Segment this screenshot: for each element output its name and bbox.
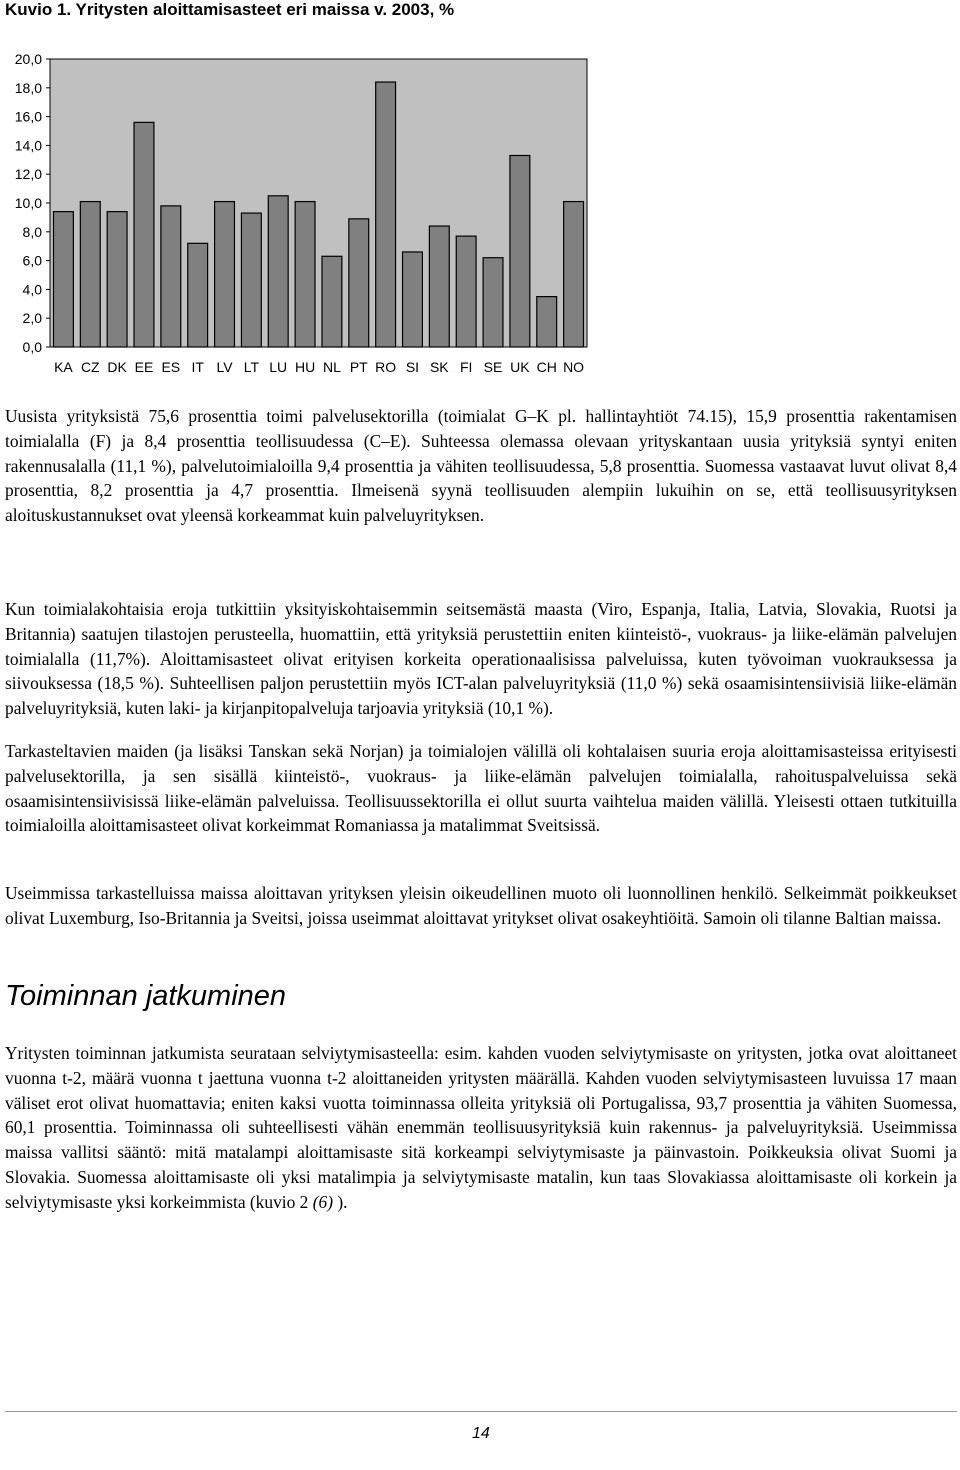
x-category-label: HU <box>294 359 316 375</box>
y-tick-label: 0,0 <box>22 339 42 355</box>
x-category-label: KA <box>54 359 73 375</box>
y-tick-label: 8,0 <box>22 223 42 240</box>
x-category-label: NO <box>563 359 585 375</box>
section-heading: Toiminnan jatkuminen <box>5 980 287 1012</box>
bar <box>456 236 476 347</box>
x-category-label: LT <box>243 359 260 375</box>
bar <box>134 122 154 347</box>
bar <box>429 226 449 347</box>
figure-title: Kuvio 1. Yritysten aloittamisasteet eri maissa v. 2003, % <box>5 0 455 19</box>
bar <box>215 202 235 347</box>
bar <box>349 219 369 347</box>
footer-divider <box>5 1411 957 1412</box>
y-tick-label: 4,0 <box>22 281 42 298</box>
x-category-label: FI <box>459 359 473 375</box>
x-category-label: CZ <box>80 359 100 375</box>
x-category-label: UK <box>510 359 530 375</box>
x-category-label: LU <box>269 359 288 375</box>
bar <box>295 202 315 347</box>
bar <box>161 206 181 347</box>
x-category-label: EE <box>134 359 154 375</box>
paragraph-5 <box>5 1041 957 1215</box>
bar <box>564 202 584 347</box>
plot-area <box>50 59 587 347</box>
y-tick-label: 6,0 <box>22 252 42 269</box>
bar <box>53 212 73 347</box>
paragraph-5-end: ). <box>332 1191 348 1212</box>
paragraph-5-text: Yritysten toiminnan jatkumista seurataan selviytymisasteella: esim. kahden vuoden selviytymisaste on yritysten, jotka ovat aloittaneet vuonna t-2, määrä vuonna t jaettuna vuonna t-2 aloittaneiden yritysten määrällä. Kahden vuoden selviytymisasteen luvuissa 17 maan väliset erot olivat huomattavia; eniten kaksi vuotta toiminnassa olleita yrityksiä oli Portugalissa, 93,7 prosenttia ja vähiten Suomessa, 60,1 prosenttia. Toiminnassa oli suhteellisesti vähän enemmän teollisuusyrityksiä kuin rakennus- ja palveluyrityksiä. Useimmissa maissa vallitsi sääntö: mitä matalampi aloittamisaste sitä korkeampi selviytymisaste ja päinvastoin. Poikkeuksia olivat Suomi ja Slovakia. Suomessa aloittamisaste oli yksi matalimpia ja selviytymisaste matalin, kun taas Slovakiassa aloittamisaste oli korkein ja selviytymisaste yksi korkeimmista (kuvio 2 <box>5 1043 957 1212</box>
paragraph-2: Kun toimialakohtaisia eroja tutkittiin yksityiskohtaisemmin seitsemästä maasta (Viro, Espanja, Italia, Latvia, Slovakia, Ruotsi ja Britannia) saatujen tilastojen perusteella, huomattiin, että yrityksiä perustettiin eniten kiinteistö-, vuokraus- ja liike-elämän palvelujen toimialalla (11,7%). Aloittamisasteet olivat erityisen korkeita operationaalisissa palveluissa, kuten työvoiman vuokrauksessa ja siivouksessa (18,5 %). Suhteellisen paljon perustettiin myös ICT-alan palveluyrityksiä (11,0 %) sekä osaamisintensiivisiä liike-elämän palveluyrityksiä, kuten laki- ja kirjanpitopalveluja tarjoavia yrityksiä (10,1 %). <box>5 599 957 719</box>
x-category-label: IT <box>191 359 204 375</box>
bar-chart <box>0 40 600 385</box>
x-category-label: SK <box>429 359 449 375</box>
y-tick-label: 20,0 <box>14 51 42 67</box>
y-tick-label: 2,0 <box>22 310 42 327</box>
paragraph-3: Tarkasteltavien maiden (ja lisäksi Tanskan sekä Norjan) ja toimialojen välillä oli kohtalaisen suuria eroja aloittamisasteissa erityisesti palvelusektorilla, ja sen sisällä kiinteistö-, vuokraus- ja liike-elämän palvelujen toimialalla, rahoituspalveluissa sekä osaamisintensiivisissä liike-elämän palveluissa. Teollisuussektorilla ei ollut suurta vaihtelua maiden välillä. Yleisesti ottaen tutkituilla toimialoilla aloittamisasteet olivat korkeimmat Romaniassa ja matalimmat Sveitsissä. <box>5 741 957 836</box>
bar <box>537 297 557 347</box>
x-category-label: CH <box>536 359 557 375</box>
y-tick-label: 14,0 <box>14 137 42 154</box>
y-tick-label: 10,0 <box>14 195 42 211</box>
page-number: 14 <box>472 1425 490 1442</box>
bar <box>80 202 100 347</box>
bar <box>268 196 288 347</box>
x-category-label: PT <box>349 359 368 375</box>
reference-number: (6) <box>312 1191 333 1212</box>
bar <box>107 212 127 347</box>
x-category-label: DK <box>107 359 127 375</box>
bar <box>403 252 423 347</box>
bar <box>188 243 208 347</box>
x-category-label: NL <box>322 359 341 375</box>
y-tick-label: 16,0 <box>14 108 42 125</box>
x-category-label: SE <box>483 359 503 375</box>
y-tick-label: 12,0 <box>14 166 42 183</box>
chart-svg <box>0 40 600 385</box>
bar <box>510 155 530 347</box>
x-category-label: SI <box>405 359 420 375</box>
bar <box>376 82 396 347</box>
x-category-label: LV <box>216 359 233 375</box>
x-category-label: RO <box>375 359 397 375</box>
x-category-label: ES <box>161 359 181 375</box>
bar <box>322 256 342 347</box>
bar <box>483 258 503 347</box>
paragraph-4: Useimmissa tarkastelluissa maissa aloittavan yrityksen yleisin oikeudellinen muoto oli luonnollinen henkilö. Selkeimmät poikkeukset olivat Luxemburg, Iso-Britannia ja Sveitsi, joissa useimmat aloittavat yritykset olivat osakeyhtiöitä. Samoin oli tilanne Baltian maissa. <box>5 883 957 928</box>
y-tick-label: 18,0 <box>14 79 42 96</box>
paragraph-1: Uusista yrityksistä 75,6 prosenttia toimi palvelusektorilla (toimialat G–K pl. hallintayhtiöt 74.15), 15,9 prosenttia rakentamisen toimialalla (F) ja 8,4 prosenttia teollisuudessa (C–E). Suhteessa olemassa olevaan yrityskantaan uusia yrityksiä syntyi eniten rakennusalalla (11,1 %), palvelutoimialoilla 9,4 prosenttia ja vähiten teollisuudessa, 5,8 prosenttia. Suomessa vastaavat luvut olivat 8,4 prosenttia, 8,2 prosenttia ja 4,7 prosenttia. Ilmeisenä syynä teollisuuden alempiin lukuihin on se, että teollisuusyrityksen aloituskustannukset ovat yleensä korkeammat kuin palveluyrityksen. <box>5 406 957 526</box>
bar <box>241 213 261 347</box>
